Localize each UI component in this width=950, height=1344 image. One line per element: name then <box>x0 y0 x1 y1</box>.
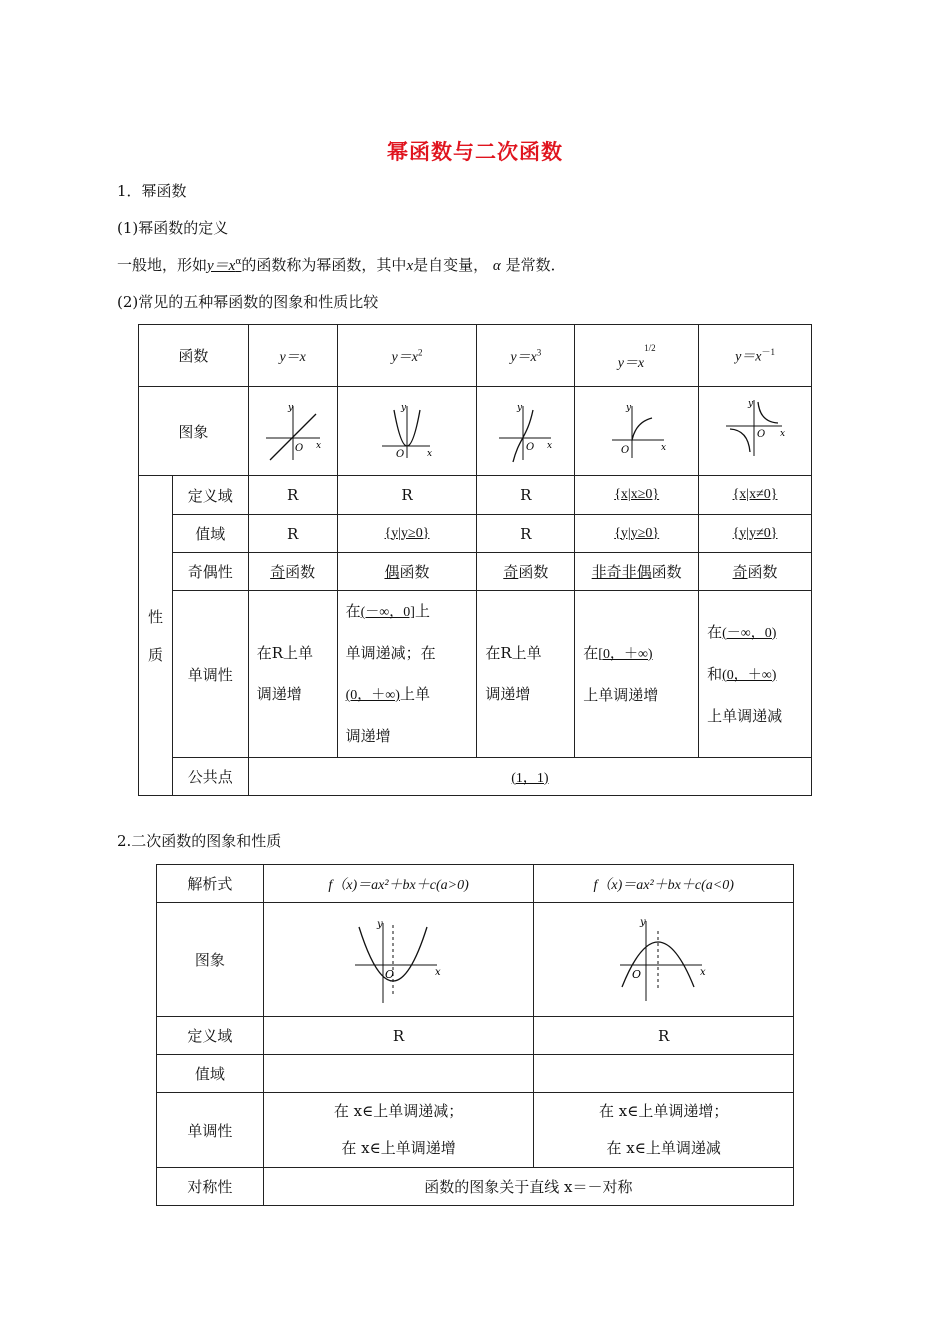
monotonic-value: 在(－∞，0) 和(0，＋∞) 上单调递减 <box>699 591 812 758</box>
svg-text:y: y <box>748 399 754 409</box>
monotonic-label: 单调性 <box>172 591 248 758</box>
range-value <box>534 1055 794 1093</box>
monotonic-value: 在R上单 调递增 <box>477 591 575 758</box>
def-mid2: 是自变量， <box>413 256 489 274</box>
svg-text:y: y <box>401 403 407 413</box>
parity-value: 奇函数 <box>248 553 337 591</box>
formula-header-label: 解析式 <box>157 865 264 903</box>
svg-text:x: x <box>427 449 433 459</box>
monotonic-a-negative: 在 x∈上单调递增； 在 x∈上单调递减 <box>534 1093 794 1168</box>
symmetry-value: 函数的图象关于直线 x＝－对称 <box>263 1168 793 1206</box>
def-mid: 的函数称为幂函数，其中 <box>241 256 407 274</box>
monotonic-value: 在R上单 调递增 <box>248 591 337 758</box>
svg-text:O: O <box>384 967 394 981</box>
monotonic-value: 在(－∞，0]上 单调递减；在 (0，＋∞)上单 调递增 <box>337 591 477 758</box>
common-point-value: (1，1) <box>248 758 811 796</box>
domain-value: {x|x≠0} <box>699 476 812 515</box>
svg-text:x: x <box>780 429 786 439</box>
domain-value: R <box>337 476 477 515</box>
function-header-label: 函数 <box>139 325 249 387</box>
svg-text:y: y <box>625 403 631 413</box>
svg-text:y: y <box>376 918 383 930</box>
monotonic-label: 单调性 <box>157 1093 264 1168</box>
monotonic-a-positive: 在 x∈上单调递减； 在 x∈上单调递增 <box>263 1093 534 1168</box>
range-value: R <box>248 515 337 553</box>
section1-heading: 1．幂函数 <box>117 182 187 200</box>
domain-value: R <box>263 1017 534 1055</box>
func-y-x2: $y=x^2$ <box>337 325 477 387</box>
def-alpha: α <box>492 258 501 274</box>
parity-value: 偶函数 <box>337 553 477 591</box>
def-formula-exp: α <box>235 257 242 267</box>
svg-text:O: O <box>396 449 405 460</box>
graph-y-x3 <box>477 387 575 476</box>
parity-value: 奇函数 <box>477 553 575 591</box>
def-formula: y＝x <box>207 258 236 274</box>
def-post: 是常数． <box>505 256 566 274</box>
range-value: {y|y≥0} <box>337 515 477 553</box>
svg-text:O: O <box>294 443 303 454</box>
range-value <box>263 1055 534 1093</box>
range-label: 值域 <box>157 1055 264 1093</box>
section2-heading: 2.二次函数的图象和性质 <box>117 832 282 850</box>
svg-text:O: O <box>525 442 535 453</box>
symmetry-label: 对称性 <box>157 1168 264 1206</box>
svg-text:x: x <box>660 443 666 453</box>
power-function-table <box>138 324 812 796</box>
formula-a-positive: f（x)＝ax²＋bx＋c(a>0) <box>263 865 534 903</box>
func-y-x: y＝x <box>248 325 337 387</box>
svg-text:x: x <box>546 441 552 451</box>
graph-y-x <box>248 387 337 476</box>
range-value: R <box>477 515 575 553</box>
power-function-definition <box>117 254 566 275</box>
graph-y-x-inv <box>699 387 812 476</box>
domain-value: R <box>534 1017 794 1055</box>
graph-row-label: 图象 <box>157 903 264 1017</box>
parity-value: 奇函数 <box>699 553 812 591</box>
svg-text:x: x <box>699 966 706 978</box>
svg-text:x: x <box>434 966 441 978</box>
graph-y-x-half <box>575 387 699 476</box>
domain-value: R <box>477 476 575 515</box>
domain-label: 定义域 <box>172 476 248 515</box>
parity-value: 非奇非偶函数 <box>575 553 699 591</box>
range-value: {y|y≠0} <box>699 515 812 553</box>
svg-text:O: O <box>631 967 641 981</box>
svg-text:x: x <box>315 441 321 451</box>
section1-sub1: (1)幂函数的定义 <box>117 219 229 237</box>
def-var: x <box>406 258 414 274</box>
monotonic-value: 在[0，＋∞) 上单调递增 <box>575 591 699 758</box>
section1-sub2: (2)常见的五种幂函数的图象和性质比较 <box>117 293 379 311</box>
func-y-x-half: $y=x^{1/2}$ <box>575 325 699 387</box>
graph-a-positive <box>263 903 534 1017</box>
func-y-x3: $y=x^3$ <box>477 325 575 387</box>
quadratic-function-table <box>156 864 794 1206</box>
func-y-x-inv: $y=x^{-1}$ <box>699 325 812 387</box>
svg-text:y: y <box>516 403 522 413</box>
graph-a-negative <box>534 903 794 1017</box>
graph-row-label: 图象 <box>139 387 249 476</box>
graph-y-x2 <box>337 387 477 476</box>
page-title: 幂函数与二次函数 <box>387 140 563 164</box>
property-group-label: 性 质 <box>139 476 173 796</box>
formula-a-negative: f（x)＝ax²＋bx＋c(a<0) <box>534 865 794 903</box>
domain-label: 定义域 <box>157 1017 264 1055</box>
domain-value: {x|x≥0} <box>575 476 699 515</box>
svg-text:y: y <box>639 916 646 928</box>
svg-text:O: O <box>620 445 629 456</box>
svg-text:y: y <box>287 403 293 413</box>
def-pre: 一般地，形如 <box>117 256 208 274</box>
range-value: {y|y≥0} <box>575 515 699 553</box>
svg-text:O: O <box>757 429 766 440</box>
parity-label: 奇偶性 <box>172 553 248 591</box>
domain-value: R <box>248 476 337 515</box>
range-label: 值域 <box>172 515 248 553</box>
common-point-label: 公共点 <box>172 758 248 796</box>
